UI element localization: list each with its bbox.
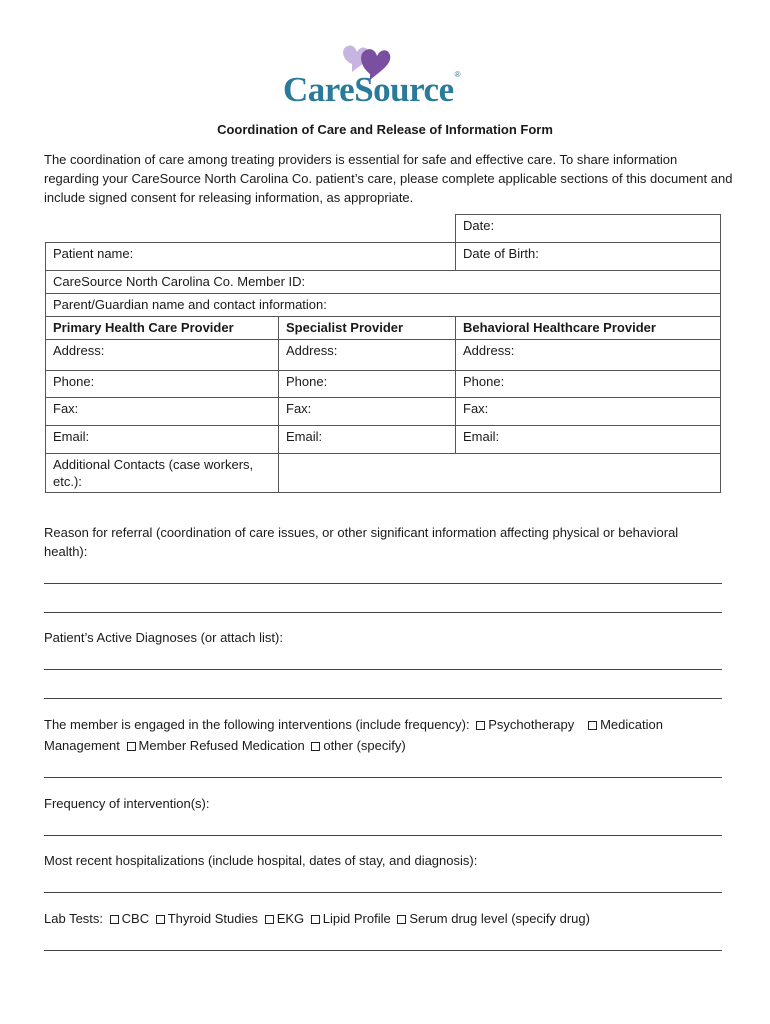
- serum-label: Serum drug level (specify drug): [409, 911, 590, 926]
- primary-fax-field[interactable]: Fax:: [46, 398, 279, 426]
- specialist-fax-field[interactable]: Fax:: [279, 398, 456, 426]
- additional-contacts-field[interactable]: Additional Contacts (case workers, etc.):: [46, 454, 279, 493]
- psychotherapy-label: Psychotherapy: [488, 717, 575, 732]
- form-title: Coordination of Care and Release of Information Form: [217, 122, 553, 137]
- interventions-label: The member is engaged in the following interventions (include frequency):: [44, 717, 470, 732]
- hospitalizations-line[interactable]: [44, 892, 722, 893]
- medication-management-label: Medication Management: [44, 717, 663, 753]
- dob-field[interactable]: Date of Birth:: [456, 243, 721, 271]
- referral-label: Reason for referral (coordination of care issues, or other significant information affecting physical or behavioral health):: [44, 525, 679, 559]
- ekg-checkbox[interactable]: [265, 915, 274, 924]
- cbc-checkbox[interactable]: [110, 915, 119, 924]
- frequency-label: Frequency of intervention(s):: [44, 796, 210, 811]
- specialist-phone-field[interactable]: Phone:: [279, 371, 456, 398]
- referral-line-1[interactable]: [44, 583, 722, 584]
- serum-checkbox[interactable]: [397, 915, 406, 924]
- brand-wordmark: [283, 70, 460, 110]
- additional-contacts-value[interactable]: [279, 454, 721, 493]
- behavioral-fax-field[interactable]: Fax:: [456, 398, 721, 426]
- medication-management-checkbox[interactable]: [588, 721, 597, 730]
- date-field[interactable]: Date:: [456, 215, 721, 243]
- diagnoses-line-2[interactable]: [44, 698, 722, 699]
- primary-email-field[interactable]: Email:: [46, 426, 279, 454]
- brand-reg: ®: [454, 70, 461, 79]
- frequency-line[interactable]: [44, 835, 722, 836]
- ekg-label: EKG: [276, 911, 305, 926]
- lipid-checkbox[interactable]: [311, 915, 320, 924]
- provider-header-specialist: Specialist Provider: [279, 317, 456, 340]
- behavioral-phone-field[interactable]: Phone:: [456, 371, 721, 398]
- thyroid-label: Thyroid Studies: [167, 911, 259, 926]
- lab-tests-block: [44, 909, 724, 928]
- primary-phone-field[interactable]: Phone:: [46, 371, 279, 398]
- form-intro: The coordination of care among treating providers is essential for safe and effective care. To share information regarding your CareSource North Carolina Co. patient’s care, please complete applicable sections of this document and include signed consent for releasing information, as appropriate.: [44, 152, 733, 205]
- parent-guardian-field[interactable]: Parent/Guardian name and contact information:: [46, 294, 721, 317]
- specialist-email-field[interactable]: Email:: [279, 426, 456, 454]
- thyroid-checkbox[interactable]: [156, 915, 165, 924]
- other-checkbox[interactable]: [311, 742, 320, 751]
- brand-name: CareSource: [283, 70, 454, 109]
- info-table: [45, 214, 721, 493]
- interventions-block: [44, 714, 724, 756]
- other-label: other (specify): [323, 738, 406, 753]
- diagnoses-line-1[interactable]: [44, 669, 722, 670]
- provider-header-behavioral: Behavioral Healthcare Provider: [456, 317, 721, 340]
- hospitalizations-label: Most recent hospitalizations (include hospital, dates of stay, and diagnosis):: [44, 853, 478, 868]
- psychotherapy-checkbox[interactable]: [476, 721, 485, 730]
- interventions-line[interactable]: [44, 777, 722, 778]
- member-refused-label: Member Refused Medication: [138, 738, 305, 753]
- lipid-label: Lipid Profile: [322, 911, 391, 926]
- lab-tests-line[interactable]: [44, 950, 722, 951]
- primary-address-field[interactable]: Address:: [46, 340, 279, 371]
- lab-tests-label: Lab Tests:: [44, 911, 104, 926]
- member-id-field[interactable]: CareSource North Carolina Co. Member ID:: [46, 271, 721, 294]
- specialist-address-field[interactable]: Address:: [279, 340, 456, 371]
- provider-header-primary: Primary Health Care Provider: [46, 317, 279, 340]
- diagnoses-label: Patient’s Active Diagnoses (or attach list):: [44, 630, 283, 645]
- cbc-label: CBC: [121, 911, 150, 926]
- referral-line-2[interactable]: [44, 612, 722, 613]
- behavioral-email-field[interactable]: Email:: [456, 426, 721, 454]
- member-refused-checkbox[interactable]: [127, 742, 136, 751]
- patient-name-field[interactable]: Patient name:: [46, 243, 456, 271]
- behavioral-address-field[interactable]: Address:: [456, 340, 721, 371]
